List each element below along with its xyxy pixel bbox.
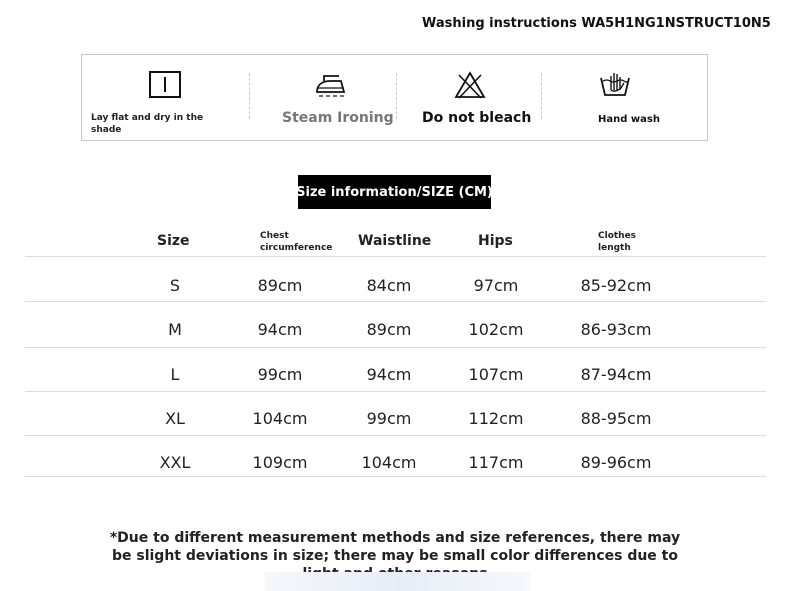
waistline-cell: 84cm [366, 276, 412, 295]
hips-cell: 117cm [468, 453, 524, 472]
size-cell: M [168, 320, 182, 339]
lay-flat-dry-in-shade-icon [147, 70, 183, 100]
chest-cell: 104cm [252, 409, 308, 428]
chest-cell: 94cm [257, 320, 303, 339]
clothes-length-cell: 88-95cm [580, 409, 652, 428]
clothes-length-cell: 87-94cm [580, 365, 652, 384]
row-divider [25, 347, 766, 348]
chest-cell: 89cm [257, 276, 303, 295]
column-header-size: Size [157, 233, 190, 249]
size-cell: XXL [159, 453, 191, 472]
waistline-cell: 89cm [366, 320, 412, 339]
size-cell: L [170, 365, 180, 384]
steam-ironing-label: Steam Ironing [282, 110, 394, 126]
divider [541, 73, 542, 119]
do-not-bleach-icon [452, 70, 488, 100]
row-divider [25, 435, 766, 436]
row-divider [25, 476, 766, 477]
decorative-fade [265, 572, 530, 591]
column-header-hips: Hips [478, 233, 513, 249]
hips-cell: 112cm [468, 409, 524, 428]
hips-cell: 102cm [468, 320, 524, 339]
steam-iron-icon [313, 70, 349, 100]
column-header-chest: Chest circumference [260, 231, 333, 253]
size-cell: S [169, 276, 181, 295]
hips-cell: 107cm [468, 365, 524, 384]
hand-wash-label: Hand wash [598, 114, 660, 125]
hips-cell: 97cm [473, 276, 519, 295]
row-divider [25, 301, 766, 302]
divider [249, 73, 250, 119]
waistline-cell: 99cm [366, 409, 412, 428]
size-disclaimer-note: *Due to different measurement methods and size references, there may be slight deviations in size; there may be small color differences due to [109, 530, 681, 564]
column-header-clothes-length: Clothes length [598, 231, 637, 253]
chest-cell: 109cm [252, 453, 308, 472]
clothes-length-cell: 89-96cm [580, 453, 652, 472]
do-not-bleach-label: Do not bleach [422, 110, 532, 126]
row-divider [25, 391, 766, 392]
waistline-cell: 94cm [366, 365, 412, 384]
waistline-cell: 104cm [361, 453, 417, 472]
washing-instructions-title: Washing instructions WA5H1NG1NSTRUCT10N5 [422, 16, 771, 31]
divider [396, 73, 397, 119]
size-cell: XL [165, 409, 185, 428]
column-header-waistline: Waistline [358, 233, 432, 249]
size-information-header: Size information/SIZE (CM) [298, 175, 491, 209]
row-divider [25, 256, 766, 257]
chest-cell: 99cm [257, 365, 303, 384]
clothes-length-cell: 86-93cm [580, 320, 652, 339]
hand-wash-icon [597, 68, 633, 98]
lay-flat-label: Lay flat and dry in the shade [91, 113, 204, 135]
clothes-length-cell: 85-92cm [580, 276, 652, 295]
